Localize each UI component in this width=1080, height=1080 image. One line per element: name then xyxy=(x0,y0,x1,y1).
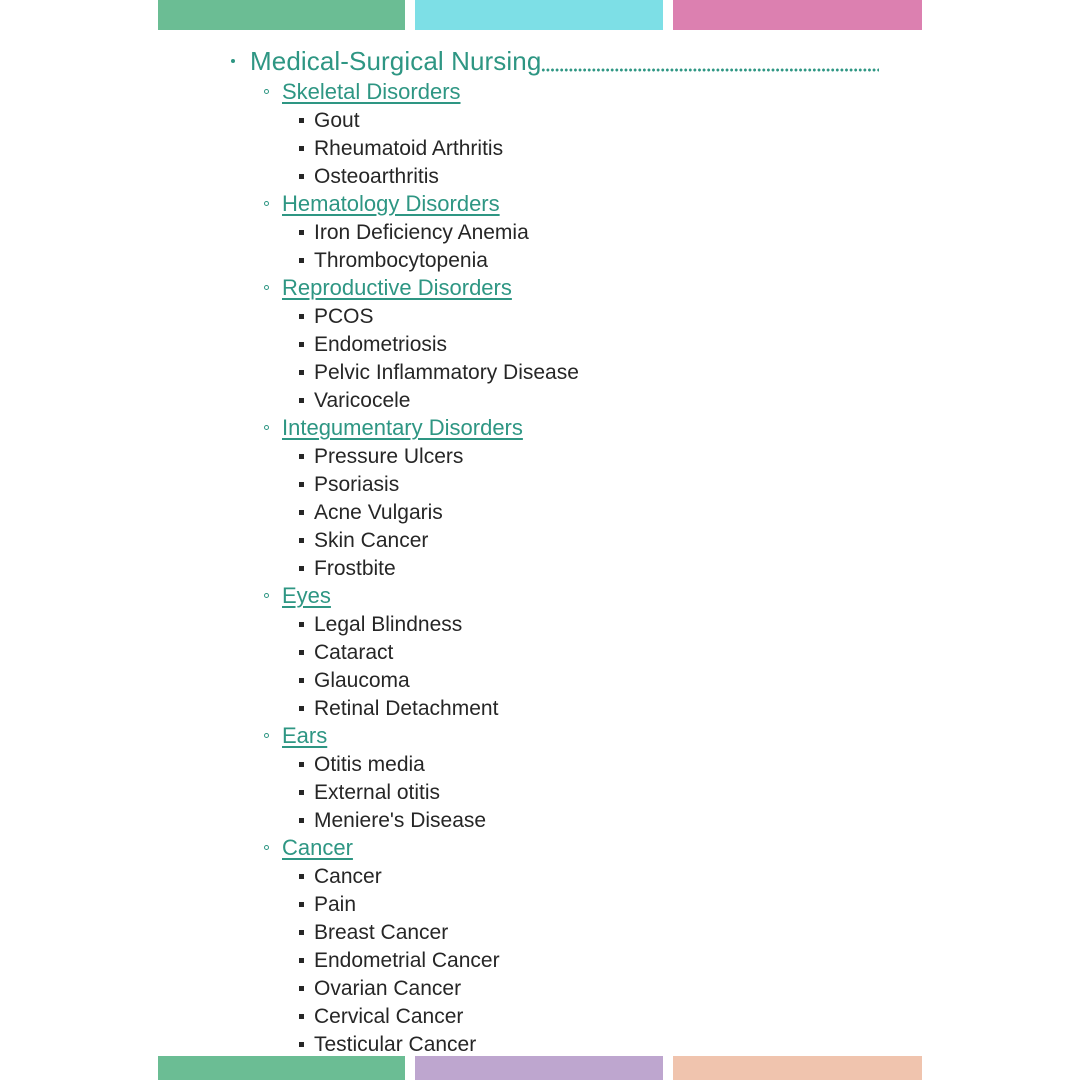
outline-root-label: Medical-Surgical Nursing xyxy=(250,46,542,76)
outline-item-row[interactable] xyxy=(0,246,1080,274)
outline-item-row[interactable] xyxy=(0,1030,1080,1058)
outline-item xyxy=(0,162,1080,190)
outline-item xyxy=(0,666,1080,694)
outline-item-label: Pressure Ulcers xyxy=(314,444,464,468)
bullet-square-icon xyxy=(299,454,304,459)
outline-section-row[interactable] xyxy=(0,190,1080,218)
outline-item-row[interactable] xyxy=(0,162,1080,190)
outline-item-row[interactable] xyxy=(0,498,1080,526)
outline-level-3 xyxy=(0,106,1080,190)
outline-item xyxy=(0,1030,1080,1058)
outline-item-label: Acne Vulgaris xyxy=(314,500,443,524)
outline-item xyxy=(0,694,1080,722)
outline-section xyxy=(0,582,1080,722)
outline-item-row[interactable] xyxy=(0,330,1080,358)
outline-item-label: Psoriasis xyxy=(314,472,400,496)
outline-item-label: Varicocele xyxy=(314,388,411,412)
outline-item-label: Glaucoma xyxy=(314,668,410,692)
bullet-circle-icon xyxy=(264,733,269,738)
outline-item-label: PCOS xyxy=(314,304,374,328)
outline-item-row[interactable] xyxy=(0,918,1080,946)
outline-item-row[interactable] xyxy=(0,302,1080,330)
outline-item xyxy=(0,750,1080,778)
bullet-circle-icon xyxy=(264,425,269,430)
bullet-dot-icon xyxy=(231,59,235,63)
outline-item-label: Frostbite xyxy=(314,556,396,580)
outline-item-row[interactable] xyxy=(0,638,1080,666)
bullet-square-icon xyxy=(299,510,304,515)
outline-item xyxy=(0,946,1080,974)
outline-item xyxy=(0,358,1080,386)
outline-item-label: Gout xyxy=(314,108,360,132)
bullet-square-icon xyxy=(299,986,304,991)
leader-dots xyxy=(541,68,879,72)
bullet-square-icon xyxy=(299,230,304,235)
outline-section xyxy=(0,722,1080,834)
outline-item-label: Testicular Cancer xyxy=(314,1032,477,1056)
top-decorative-bar-strip xyxy=(158,0,922,30)
bullet-square-icon xyxy=(299,398,304,403)
outline-item-label: Skin Cancer xyxy=(314,528,429,552)
outline-section xyxy=(0,414,1080,582)
outline-item-row[interactable] xyxy=(0,890,1080,918)
bullet-square-icon xyxy=(299,566,304,571)
bullet-square-icon xyxy=(299,706,304,711)
top-bar-pink xyxy=(673,0,922,30)
outline-level-3 xyxy=(0,442,1080,582)
outline-section-row[interactable] xyxy=(0,414,1080,442)
bullet-square-icon xyxy=(299,874,304,879)
outline-level-3 xyxy=(0,218,1080,274)
outline-item-label: Pelvic Inflammatory Disease xyxy=(314,360,579,384)
outline-section-row[interactable] xyxy=(0,582,1080,610)
bottom-bar-green xyxy=(158,1056,405,1080)
outline-item xyxy=(0,302,1080,330)
outline-item-row[interactable] xyxy=(0,358,1080,386)
outline-item-label: Cervical Cancer xyxy=(314,1004,464,1028)
bullet-circle-icon xyxy=(264,593,269,598)
outline-root-row[interactable] xyxy=(0,44,1080,78)
outline-item xyxy=(0,918,1080,946)
outline-item-row[interactable] xyxy=(0,134,1080,162)
outline-item-row[interactable] xyxy=(0,778,1080,806)
outline-item xyxy=(0,442,1080,470)
outline-item-label: Osteoarthritis xyxy=(314,164,439,188)
outline-item xyxy=(0,330,1080,358)
outline-item xyxy=(0,526,1080,554)
outline-section-row[interactable] xyxy=(0,274,1080,302)
bottom-bar-purple xyxy=(415,1056,663,1080)
outline-item-row[interactable] xyxy=(0,442,1080,470)
bullet-square-icon xyxy=(299,818,304,823)
bullet-square-icon xyxy=(299,258,304,263)
outline-level-3 xyxy=(0,302,1080,414)
outline-item xyxy=(0,610,1080,638)
outline-item-label: Cataract xyxy=(314,640,394,664)
bullet-circle-icon xyxy=(264,201,269,206)
bullet-square-icon xyxy=(299,650,304,655)
bullet-square-icon xyxy=(299,314,304,319)
bottom-bar-peach xyxy=(673,1056,922,1080)
outline-item xyxy=(0,134,1080,162)
bullet-square-icon xyxy=(299,762,304,767)
outline-item-label: Legal Blindness xyxy=(314,612,463,636)
outline-item xyxy=(0,106,1080,134)
bullet-circle-icon xyxy=(264,285,269,290)
outline-item-label: Otitis media xyxy=(314,752,425,776)
bullet-square-icon xyxy=(299,790,304,795)
bullet-square-icon xyxy=(299,930,304,935)
outline-level-3 xyxy=(0,750,1080,834)
outline-section-label[interactable]: Hematology Disorders xyxy=(282,191,500,216)
bullet-square-icon xyxy=(299,678,304,683)
outline-section-label[interactable]: Ears xyxy=(282,723,328,748)
top-bar-cyan xyxy=(415,0,663,30)
outline-section-label[interactable]: Reproductive Disorders xyxy=(282,275,512,300)
outline-item-label: Thrombocytopenia xyxy=(314,248,488,272)
outline-item xyxy=(0,974,1080,1002)
outline-item xyxy=(0,218,1080,246)
outline-item xyxy=(0,386,1080,414)
outline-item-label: Breast Cancer xyxy=(314,920,449,944)
bullet-square-icon xyxy=(299,622,304,627)
outline-item xyxy=(0,778,1080,806)
outline-item xyxy=(0,890,1080,918)
outline-item-label: Cancer xyxy=(314,864,382,888)
bullet-square-icon xyxy=(299,902,304,907)
outline-item xyxy=(0,638,1080,666)
outline-level-2 xyxy=(0,78,1080,1058)
outline-level-3 xyxy=(0,862,1080,1058)
outline-section xyxy=(0,834,1080,1058)
outline-item-label: Meniere's Disease xyxy=(314,808,487,832)
outline-section-row[interactable] xyxy=(0,78,1080,106)
outline-item-row[interactable] xyxy=(0,218,1080,246)
outline-item-row[interactable] xyxy=(0,386,1080,414)
outline-item-label: Endometrial Cancer xyxy=(314,948,500,972)
bullet-square-icon xyxy=(299,482,304,487)
top-bar-green xyxy=(158,0,405,30)
outline-section xyxy=(0,78,1080,190)
bullet-square-icon xyxy=(299,538,304,543)
outline-section xyxy=(0,190,1080,274)
outline-item xyxy=(0,1002,1080,1030)
outline-item xyxy=(0,806,1080,834)
outline-item-label: External otitis xyxy=(314,780,441,804)
bullet-square-icon xyxy=(299,1014,304,1019)
outline-section-label[interactable]: Eyes xyxy=(282,583,331,608)
outline-level-3 xyxy=(0,610,1080,722)
outline-item-row[interactable] xyxy=(0,610,1080,638)
outline-item xyxy=(0,554,1080,582)
bullet-square-icon xyxy=(299,118,304,123)
outline-item-label: Pain xyxy=(314,892,357,916)
bullet-circle-icon xyxy=(264,89,269,94)
outline-item-row[interactable] xyxy=(0,946,1080,974)
outline-section-row[interactable] xyxy=(0,834,1080,862)
bullet-square-icon xyxy=(299,174,304,179)
outline-item-row[interactable] xyxy=(0,806,1080,834)
outline-item-row[interactable] xyxy=(0,554,1080,582)
outline-item-row[interactable] xyxy=(0,974,1080,1002)
outline-item-label: Rheumatoid Arthritis xyxy=(314,136,504,160)
outline-item-row[interactable] xyxy=(0,750,1080,778)
outline-item xyxy=(0,470,1080,498)
outline-item-row[interactable] xyxy=(0,470,1080,498)
outline-item xyxy=(0,246,1080,274)
outline-section-label[interactable]: Skeletal Disorders xyxy=(282,79,461,104)
outline-section xyxy=(0,274,1080,414)
outline-item-row[interactable] xyxy=(0,106,1080,134)
outline-item-label: Iron Deficiency Anemia xyxy=(314,220,529,244)
outline-item-row[interactable] xyxy=(0,862,1080,890)
outline-section-row[interactable] xyxy=(0,722,1080,750)
bullet-square-icon xyxy=(299,146,304,151)
bullet-square-icon xyxy=(299,1042,304,1047)
outline-item-row[interactable] xyxy=(0,1002,1080,1030)
outline-section-label[interactable]: Integumentary Disorders xyxy=(282,415,523,440)
bullet-square-icon xyxy=(299,370,304,375)
outline-item-label: Retinal Detachment xyxy=(314,696,499,720)
outline-level-1 xyxy=(0,44,1080,1058)
bullet-square-icon xyxy=(299,342,304,347)
outline-item xyxy=(0,498,1080,526)
outline-item-row[interactable] xyxy=(0,694,1080,722)
outline-section-label[interactable]: Cancer xyxy=(282,835,353,860)
outline-item-label: Ovarian Cancer xyxy=(314,976,462,1000)
outline-item xyxy=(0,862,1080,890)
bullet-square-icon xyxy=(299,958,304,963)
outline-list xyxy=(0,44,1080,1058)
outline-root-item xyxy=(0,44,1080,1058)
bullet-circle-icon xyxy=(264,845,269,850)
outline-item-row[interactable] xyxy=(0,666,1080,694)
bottom-decorative-bar-strip xyxy=(158,1056,922,1080)
outline-item-row[interactable] xyxy=(0,526,1080,554)
outline-item-label: Endometriosis xyxy=(314,332,448,356)
